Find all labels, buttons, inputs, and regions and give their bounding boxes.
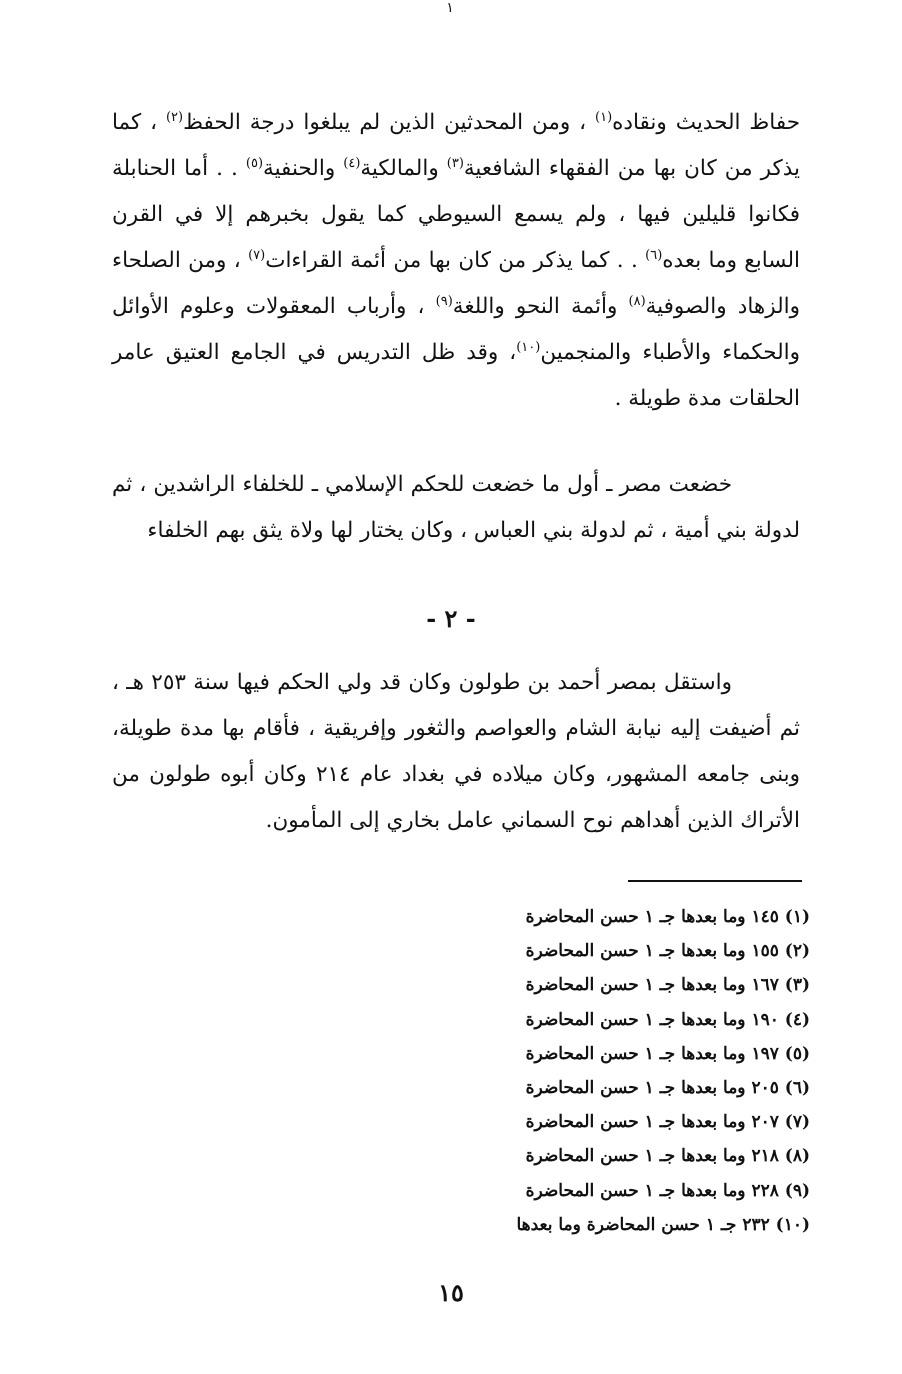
footnote-ref: (١)	[595, 109, 613, 125]
footnote-ref: (٢)	[165, 109, 184, 125]
footnote-ref: (٨)	[628, 293, 646, 309]
page-number: ١٥	[438, 1278, 464, 1307]
paragraph-2	[112, 462, 800, 554]
footnote-item: (١) ١٤٥ وما بعدها جـ ١ حسن المحاضرة	[525, 907, 810, 927]
paragraph-1	[112, 100, 800, 422]
footnote-divider	[628, 880, 802, 882]
footnote-ref: (٩)	[435, 293, 453, 309]
footnotes-list	[420, 900, 810, 1242]
top-mark: ١	[446, 0, 454, 16]
paragraph-3	[112, 660, 800, 844]
paragraph-3-text: واستقل بمصر أحمد بن طولون وكان قد ولي الحكم فيها سنة ٢٥٣ هـ ، ثم أضيفت إليه نيابة الشام والعواصم والثغور وإفريقية ، فأقام بها مدة طويلة، وبنى جامعه المشهور، وكان ميلاده في بغداد عام ٢١٤ وكان أبوه طولون من الأتراك الذين أهداهم نوح السماني عامل بخاري إلى المأمون.	[112, 670, 800, 833]
footnote-ref: (٣)	[446, 155, 464, 171]
footnote-item: (١٠) ٢٣٢ جـ ١ حسن المحاضرة وما بعدها	[516, 1214, 810, 1235]
footnote-item: (٥) ١٩٧ وما بعدها جـ ١ حسن المحاضرة	[525, 1043, 810, 1064]
footnote-ref: (٦)	[645, 247, 663, 263]
paragraph-1-text: حفاظ الحديث ونقاده$^{(١)}$ ، ومن المحدثين الذين لم يبلغوا درجة الحفظ$^{(٢)}$ ، كما يذكر من كان بها من الفقهاء الشافعية$^{(٣)}$ والمالكية$^{(٤)}$ والحنفية$^{(٥)}$ . . أما الحنابلة فكانوا قليلين فيها ، ولم يسمع السيوطي كما يقول بخبرهم إلا في القرن السابع وما بعده$^{(٦)}$ . . كما يذكر من كان بها من أئمة القراءات$^{(٧)}$ ، ومن الصلحاء والزهاد والصوفية$^{(٨)}$ وأئمة النحو واللغة$^{(٩)}$ ، وأرباب المعقولات وعلوم الأوائل والحكماء والأطباء والمنجمين$^{(١٠)}$، وقد ظل التدريس في الجامع العتيق عامر الحلقات مدة طويلة .	[112, 109, 800, 411]
footnote-item: (٧) ٢٠٧ وما بعدها جـ ١ حسن المحاضرة	[525, 1112, 810, 1133]
footnote-item: (٩) ٢٢٨ وما بعدها جـ ١ حسن المحاضرة	[525, 1180, 810, 1201]
footnote-item: (٣) ١٦٧ وما بعدها جـ ١ حسن المحاضرة	[525, 975, 810, 996]
footnote-item: (٢) ١٥٥ وما بعدها جـ ١ حسن المحاضرة	[525, 941, 810, 962]
footnote-item: (٦) ٢٠٥ وما بعدها جـ ١ حسن المحاضرة	[525, 1078, 810, 1099]
footnote-item: (٨) ٢١٨ وما بعدها جـ ١ حسن المحاضرة	[525, 1146, 810, 1167]
paragraph-2-text: خضعت مصر ـ أول ما خضعت للحكم الإسلامي ـ للخلفاء الراشدين ، ثم لدولة بني أمية ، ثم لدولة بني العباس ، وكان يختار لها ولاة يثق بهم الخلفاء	[112, 472, 800, 543]
section-number: - ٢ -	[426, 604, 476, 633]
footnote-ref: (٥)	[245, 155, 264, 171]
footnote-ref: (٤)	[343, 155, 361, 171]
footnote-ref: (٧)	[248, 247, 266, 263]
footnote-ref: (١٠)	[516, 339, 541, 355]
footnote-item: (٤) ١٩٠ وما بعدها جـ ١ حسن المحاضرة	[525, 1009, 810, 1030]
